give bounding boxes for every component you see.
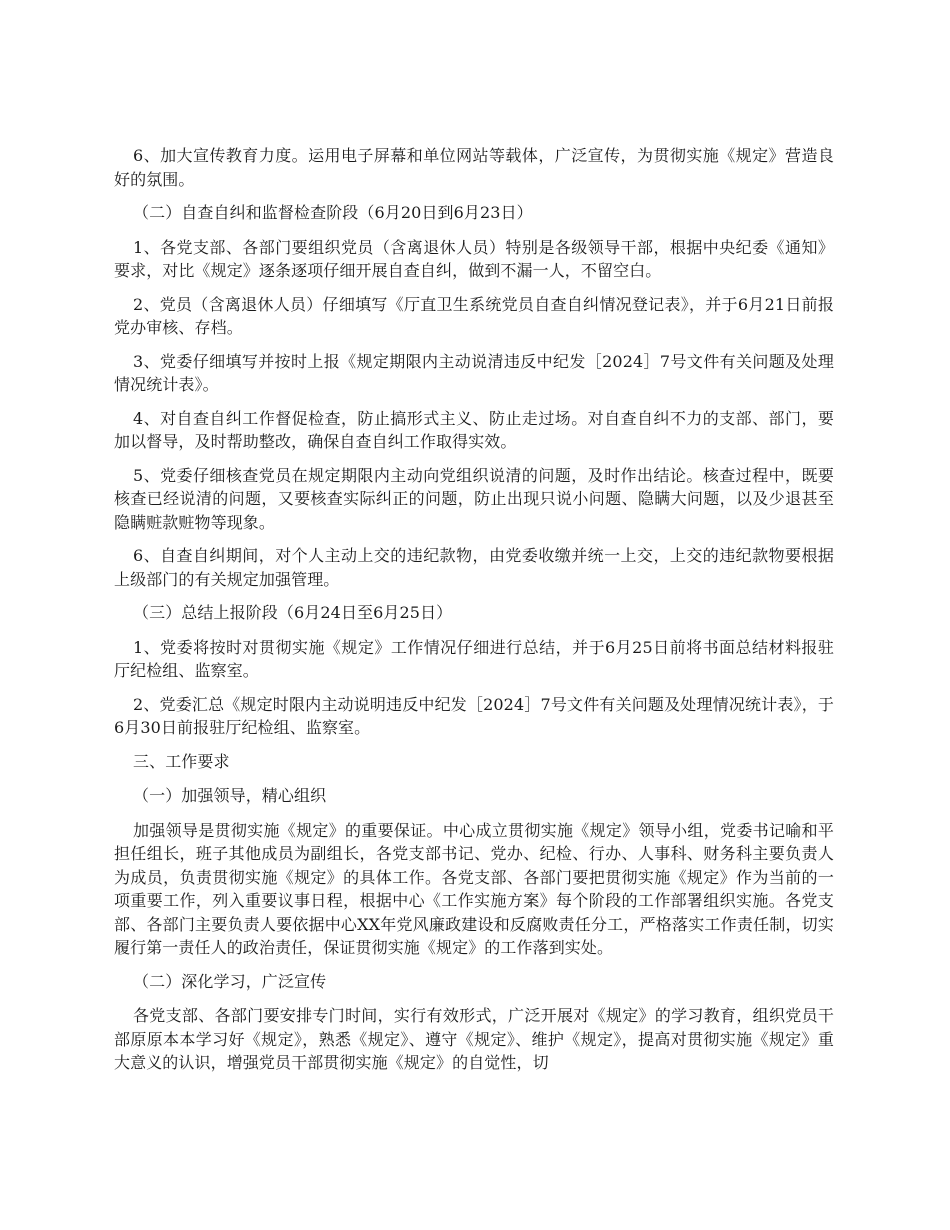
section-heading-self-check-stage: （二）自查自纠和监督检查阶段（6月20日到6月23日）: [133, 203, 533, 222]
document-page: [114, 144, 834, 1085]
paragraph-summary-item-1: 1、党委将按时对贯彻实施《规定》工作情况仔细进行总结，并于6月25日前将书面总结材料报驻厅纪检组、监察室。: [114, 637, 834, 680]
paragraph-self-check-item-6: 6、自查自纠期间，对个人主动上交的违纪款物，由党委收缴并统一上交，上交的违纪款物要根据上级部门的有关规定加强管理。: [114, 546, 834, 589]
section-heading-summary-stage: （三）总结上报阶段（6月24日至6月25日）: [133, 603, 453, 622]
section-heading-leadership: （一）加强领导，精心组织: [133, 786, 327, 805]
paragraph-publicity-item-6: 6、加大宣传教育力度。运用电子屏幕和单位网站等载体，广泛宣传，为贯彻实施《规定》营造良好的氛围。: [114, 146, 834, 189]
paragraph-leadership-body: 加强领导是贯彻实施《规定》的重要保证。中心成立贯彻实施《规定》领导小组，党委书记喻和平担任组长，班子其他成员为副组长，各党支部书记、党办、纪检、行办、人事科、财务科主要负责人为成员，负责贯彻实施《规定》的具体工作。各党支部、各部门要把贯彻实施《规定》作为当前的一项重要工作，列入重要议事日程，根据中心《工作实施方案》每个阶段的工作部署组织实施。各党支部、各部门主要负责人要依据中心XX年党风廉政建设和反腐败责任分工，严格落实工作责任制，切实履行第一责任人的政治责任，保证贯彻实施《规定》的工作落到实处。: [114, 820, 834, 957]
section-heading-work-requirements: 三、工作要求: [133, 751, 230, 771]
paragraph-self-check-item-1: 1、各党支部、各部门要组织党员（含离退休人员）特别是各级领导干部，根据中央纪委《通知》要求，对比《规定》逐条逐项仔细开展自查自纠，做到不漏一人，不留空白。: [114, 237, 834, 280]
paragraph-self-check-item-4: 4、对自查自纠工作督促检查，防止搞形式主义、防止走过场。对自查自纠不力的支部、部门，要加以督导，及时帮助整改，确保自查自纠工作取得实效。: [114, 408, 834, 451]
paragraph-self-check-item-2: 2、党员（含离退休人员）仔细填写《厅直卫生系统党员自查自纠情况登记表》，并于6月21日前报党办审核、存档。: [114, 294, 834, 337]
paragraph-summary-item-2: 2、党委汇总《规定时限内主动说明违反中纪发［2024］7号文件有关问题及处理情况统计表》，于6月30日前报驻厅纪检组、监察室。: [114, 694, 834, 737]
paragraph-self-check-item-3: 3、党委仔细填写并按时上报《规定期限内主动说清违反中纪发［2024］7号文件有关问题及处理情况统计表》。: [114, 351, 834, 394]
paragraph-study-publicity-body: 各党支部、各部门要安排专门时间，实行有效形式，广泛开展对《规定》的学习教育，组织党员干部原原本本学习好《规定》，熟悉《规定》、遵守《规定》、维护《规定》，提高对贯彻实施《规定》重大意义的认识，增强党员干部贯彻实施《规定》的自觉性，切: [114, 1006, 834, 1072]
paragraph-self-check-item-5: 5、党委仔细核查党员在规定期限内主动向党组织说清的问题，及时作出结论。核查过程中，既要核查已经说清的问题，又要核查实际纠正的问题，防止出现只说小问题、隐瞒大问题，以及少退甚至隐瞒赃款赃物等现象。: [114, 465, 834, 532]
section-heading-study-publicity: （二）深化学习，广泛宣传: [133, 971, 327, 991]
